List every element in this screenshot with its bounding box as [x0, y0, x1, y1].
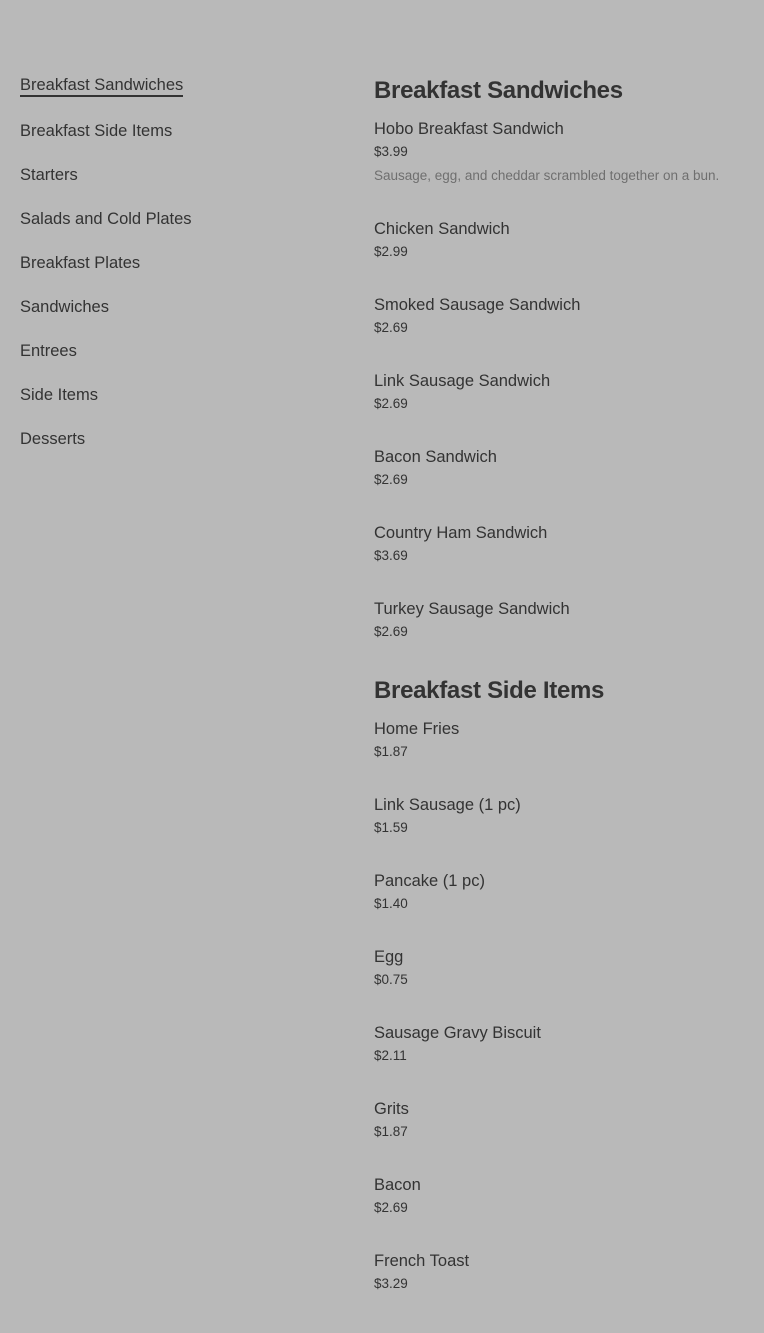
sidebar-item-label: Entrees: [20, 342, 77, 360]
item-price: $1.59: [374, 820, 408, 835]
item-name: Egg: [374, 948, 404, 966]
menu-item[interactable]: [374, 1098, 754, 1174]
sidebar-item-label: Salads and Cold Plates: [20, 210, 192, 228]
sidebar-item-entrees[interactable]: [20, 340, 320, 362]
item-price: $2.69: [374, 472, 408, 487]
category-sidebar: [20, 74, 320, 472]
sidebar-item-label: Breakfast Side Items: [20, 122, 173, 140]
item-name: Bacon: [374, 1176, 421, 1194]
sidebar-item-label: Breakfast Sandwiches: [20, 76, 183, 97]
item-price: $3.99: [374, 144, 408, 159]
menu-item[interactable]: [374, 1022, 754, 1098]
item-price: $2.99: [374, 244, 408, 259]
item-price: $3.69: [374, 548, 408, 563]
sidebar-item-label: Breakfast Plates: [20, 254, 141, 272]
item-name: Smoked Sausage Sandwich: [374, 296, 581, 314]
sidebar-item-desserts[interactable]: [20, 428, 320, 450]
item-price: $2.69: [374, 320, 408, 335]
item-name: Grits: [374, 1100, 409, 1118]
item-name: Pancake (1 pc): [374, 872, 485, 890]
section-title: Breakfast Sandwiches: [374, 77, 623, 104]
item-price: $1.87: [374, 1124, 408, 1139]
sidebar-item-side-items[interactable]: [20, 384, 320, 406]
section-title: Breakfast Side Items: [374, 677, 605, 704]
sidebar-item-salads-and-cold-plates[interactable]: [20, 208, 320, 230]
menu-item[interactable]: [374, 794, 754, 870]
item-name: Link Sausage Sandwich: [374, 372, 551, 390]
item-price: $2.69: [374, 396, 408, 411]
item-price: $3.29: [374, 1276, 408, 1291]
menu-item[interactable]: [374, 370, 754, 446]
item-name: Bacon Sandwich: [374, 448, 497, 466]
item-name: Home Fries: [374, 720, 460, 738]
sidebar-item-label: Desserts: [20, 430, 86, 448]
menu-item[interactable]: [374, 870, 754, 946]
item-name: Sausage Gravy Biscuit: [374, 1024, 541, 1042]
item-name: Link Sausage (1 pc): [374, 796, 521, 814]
menu-item[interactable]: [374, 446, 754, 522]
sidebar-item-label: Side Items: [20, 386, 98, 404]
item-price: $0.75: [374, 972, 408, 987]
item-name: Turkey Sausage Sandwich: [374, 600, 570, 618]
item-price: $2.69: [374, 1200, 408, 1215]
item-name: French Toast: [374, 1252, 470, 1270]
menu-item[interactable]: [374, 118, 754, 218]
item-name: Hobo Breakfast Sandwich: [374, 120, 564, 138]
menu-item[interactable]: [374, 718, 754, 794]
sidebar-item-sandwiches[interactable]: [20, 296, 320, 318]
sidebar-item-breakfast-plates[interactable]: [20, 252, 320, 274]
sidebar-item-label: Starters: [20, 166, 78, 184]
item-price: $2.11: [374, 1048, 407, 1063]
menu-item[interactable]: [374, 946, 754, 1022]
sidebar-item-breakfast-sandwiches[interactable]: [20, 74, 320, 96]
menu-item[interactable]: [374, 218, 754, 294]
item-price: $1.87: [374, 744, 408, 759]
sidebar-item-breakfast-side-items[interactable]: [20, 120, 320, 142]
menu-item[interactable]: [374, 598, 754, 674]
item-description: Sausage, egg, and cheddar scrambled together on a bun.: [374, 168, 720, 183]
item-name: Chicken Sandwich: [374, 220, 510, 238]
item-name: Country Ham Sandwich: [374, 524, 548, 542]
menu-section-breakfast-side-items: [374, 676, 754, 1326]
menu-content: [374, 76, 754, 1326]
sidebar-item-label: Sandwiches: [20, 298, 109, 316]
menu-item[interactable]: [374, 1250, 754, 1326]
item-price: $2.69: [374, 624, 408, 639]
menu-item[interactable]: [374, 294, 754, 370]
menu-item[interactable]: [374, 1174, 754, 1250]
sidebar-item-starters[interactable]: [20, 164, 320, 186]
menu-section-breakfast-sandwiches: [374, 76, 754, 674]
menu-item[interactable]: [374, 522, 754, 598]
item-price: $1.40: [374, 896, 408, 911]
